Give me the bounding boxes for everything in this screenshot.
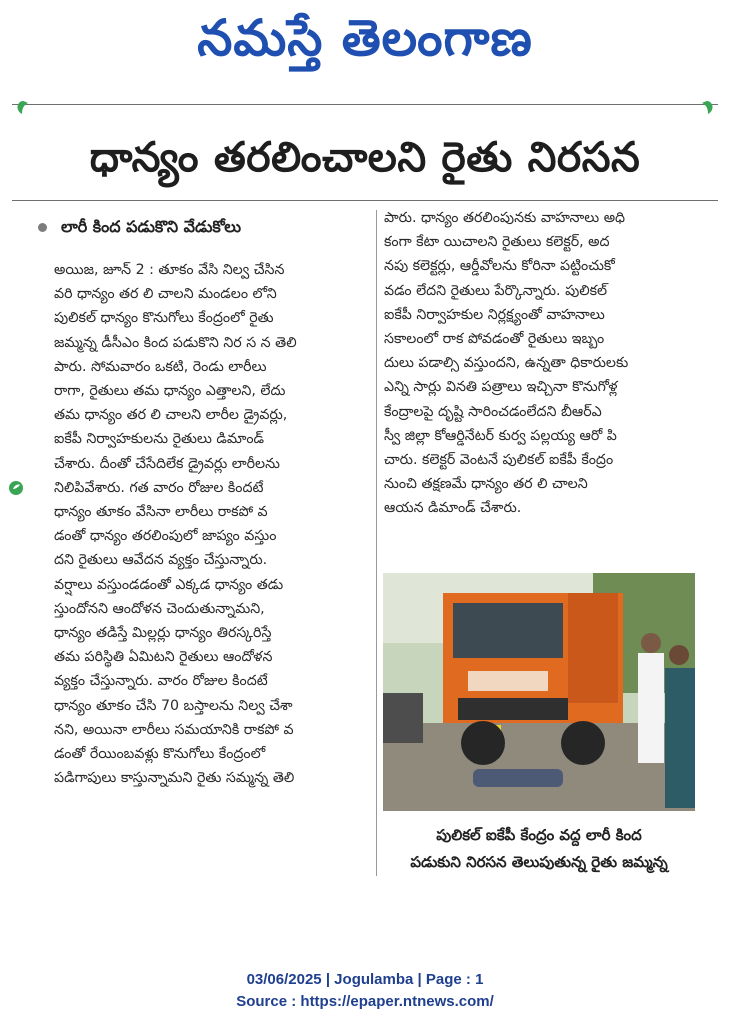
article-body-line: పులికల్ ధాన్యం కొనుగోలు కేంద్రంలో రైతు <box>54 310 274 327</box>
article-body-line: వ్యక్తం చేస్తున్నారు. వారం రోజుల కిందటే <box>54 673 268 690</box>
article-body-line: స్వీ జిల్లా కోఆర్డినేటర్ కుర్వ పల్లయ్య ఆరో పి <box>384 427 617 444</box>
subheadline-text: లారీ కింద పడుకొని వేడుకోలు <box>61 217 242 236</box>
article-body-line: కంగా కేటా యిచాలని రైతులు కలెక్టర్, అద <box>384 234 610 251</box>
article-body-line: నని, అయినా లారీలు సమయానికి రాకపో వ <box>54 721 294 738</box>
article-body-line: తమ ధాన్యం తర లి చాలని లారీల డ్రైవర్లు, <box>54 407 288 424</box>
leaf-icon <box>8 480 24 496</box>
article-body-line: జమ్మన్న డీసీఎం కింద పడుకొని నిర స న తెలి <box>54 334 297 351</box>
article-photo <box>383 573 695 811</box>
article-body-line: కేంద్రాలపై దృష్టి సారించడంలేదని బీఆర్ఎ <box>384 403 602 420</box>
article-body-line: చేశారు. దీంతో చేసేదిలేక డ్రైవర్లు లారీలను <box>54 455 280 472</box>
caption-line: పులికల్ ఐకేపీ కేంద్రం వద్ద లారీ కింద <box>436 826 642 844</box>
caption-line: పడుకుని నిరసన తెలుపుతున్న రైతు జమ్మన్న <box>410 853 668 871</box>
photo-caption <box>383 822 695 876</box>
leaf-icon <box>14 100 30 116</box>
article-body-line: దులు పడాల్సి వస్తుందని, ఉన్నతా ధికారులకు <box>384 355 629 372</box>
article-body-line: స్తుందోనని ఆందోళన చెందుతున్నామని, <box>54 600 265 617</box>
article-body-line: ధాన్యం తడిస్తే మిల్లర్లు ధాన్యం తిరస్కరిస్తే <box>54 625 272 642</box>
article-body-line: డంతో ధాన్యం తరలింపులో జాప్యం వస్తుం <box>54 528 277 545</box>
article-body-line: రాగా, రైతులు తమ ధాన్యం ఎత్తాలని, లేదు <box>54 383 286 400</box>
truck-photo-illustration <box>383 573 695 811</box>
article-subheadline <box>38 214 368 240</box>
article-body-line: చారు. కలెక్టర్ వెంటనే పులికల్ ఐకేపీ కేంద్రం <box>384 452 614 469</box>
article-body-line: నపు కలెక్టర్లు, ఆర్డీవోలను కోరినా పట్టించుకో <box>384 258 615 275</box>
article-body-line: వడం లేదని రైతులు పేర్కొన్నారు. పులికల్ <box>384 282 608 299</box>
article-body-line: డంతో రేయింబవళ్లు కొనుగోలు కేంద్రంలో <box>54 746 266 763</box>
masthead-divider <box>12 104 718 105</box>
article-body-line: వర్షాలు వస్తుండడంతో ఎక్కడ ధాన్యం తడు <box>54 576 284 593</box>
article-body-line: పారు. సోమవారం ఒకటి, రెండు లారీలు <box>54 358 267 375</box>
article-body-line: వరి ధాన్యం తర లి చాలని మండలం లోని <box>54 286 277 303</box>
article-body-left-column <box>54 258 372 790</box>
article-body-line: ధాన్యం తూకం చేసి 70 బస్తాలను నిల్వ చేశా <box>54 697 293 714</box>
article-body-line: సకాలంలో రాక పోవడంతో రైతులు ఇబ్బం <box>384 331 605 348</box>
article-body-line: నిలిపివేశారు. గత వారం రోజుల కిందటే <box>54 479 264 496</box>
article-body-right-column <box>384 206 704 521</box>
article-body-line: ఆయన డిమాండ్ చేశారు. <box>384 500 522 517</box>
newspaper-masthead: నమస్తే తెలంగాణ <box>197 9 533 67</box>
article-body-line: నుంచి తక్షణమే ధాన్యం తర లి చాలని <box>384 476 588 493</box>
article-body-line: ఐకేపీ నిర్వాహకులను రైతులు డిమాండ్ <box>54 431 265 448</box>
headline-divider <box>12 200 718 201</box>
footer-edition-info: 03/06/2025 | Jogulamba | Page : 1 <box>246 971 484 988</box>
article-headline: ధాన్యం తరలించాలని రైతు నిరసన <box>89 133 641 181</box>
column-divider <box>376 210 377 876</box>
article-body-line: ఐకేపీ నిర్వాహకుల నిర్లక్ష్యంతో వాహనాలు <box>384 306 605 323</box>
article-body-line: తమ పరిస్థితి ఏమిటని రైతులు ఆందోళన <box>54 649 273 666</box>
article-body-line: అయిజ, జూన్ 2 : తూకం వేసి నిల్వ చేసిన <box>54 262 285 278</box>
article-body-line: ధాన్యం తూకం వేసినా లారీలు రాకపో వ <box>54 504 268 521</box>
article-body-line: పారు. ధాన్యం తరలింపునకు వాహనాలు అధి <box>384 210 626 226</box>
article-body-line: పడిగాపులు కాస్తున్నామని రైతు సమ్మన్న తెలి <box>54 770 295 787</box>
leaf-icon <box>700 100 716 116</box>
article-body-line: దని రైతులు ఆవేదన వ్యక్తం చేస్తున్నారు. <box>54 552 268 569</box>
bullet-icon <box>38 223 47 232</box>
footer-source-link[interactable]: Source : https://epaper.ntnews.com/ <box>236 993 494 1010</box>
article-body-line: ఎన్ని సార్లు వినతి పత్రాలు ఇచ్చినా కొనుగోళ్ల <box>384 379 618 396</box>
